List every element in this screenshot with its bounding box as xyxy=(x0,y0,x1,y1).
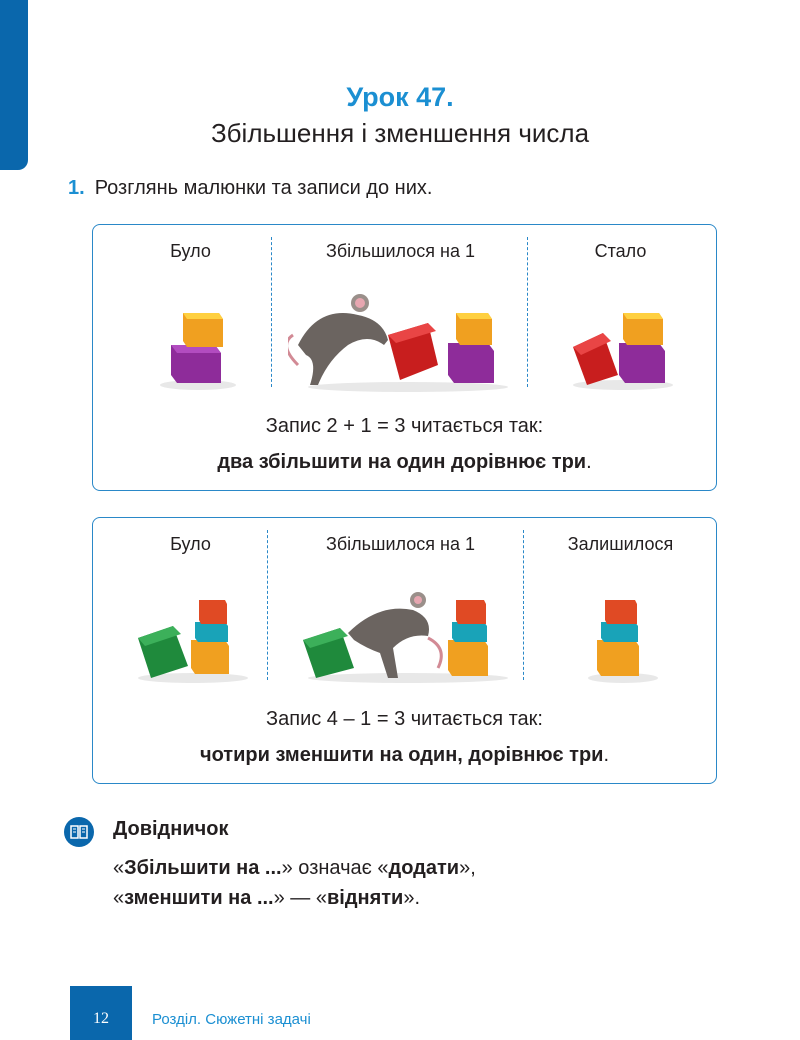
record-caption: Запис 2 + 1 = 3 читається так: xyxy=(265,415,544,437)
dashed-divider xyxy=(267,530,268,680)
dashed-divider xyxy=(527,237,528,387)
col-label-after: Стало xyxy=(594,241,647,261)
dashed-divider xyxy=(271,237,272,387)
book-icon xyxy=(64,817,94,847)
example-box-subtraction xyxy=(92,517,717,784)
example-box-addition xyxy=(92,224,717,491)
col-label-before: Було xyxy=(170,241,211,261)
task-number: 1. xyxy=(68,177,85,199)
two-blocks-illustration xyxy=(153,285,243,395)
col-label-before: Було xyxy=(170,534,211,554)
reading-caption: чотири зменшити на один, дорівнює три. xyxy=(199,744,610,766)
section-title: Розділ. Сюжетні задачі xyxy=(152,1011,311,1028)
lesson-number: Урок 47. xyxy=(346,82,454,112)
mouse-adds-block-illustration xyxy=(288,285,518,395)
reading-caption: два збільшити на один дорівнює три. xyxy=(217,451,592,473)
dashed-divider xyxy=(523,530,524,680)
reference-line-1: «Збільшити на ...» означає «додати», xyxy=(113,857,476,879)
col-label-change: Збільшилося на 1 xyxy=(326,534,475,554)
reference-title: Довідничок xyxy=(113,818,229,840)
task-1 xyxy=(68,177,432,200)
lesson-title: Збільшення і зменшення числа xyxy=(210,118,590,148)
col-label-change: Збільшилося на 1 xyxy=(326,241,475,261)
three-blocks-illustration xyxy=(563,285,683,395)
mouse-removes-block-illustration xyxy=(298,578,518,688)
page-number: 12 xyxy=(93,1010,109,1027)
reference-line-2: «зменшити на ...» — «відняти». xyxy=(113,887,421,909)
task-text: Розглянь малюнки та записи до них. xyxy=(94,177,433,199)
four-blocks-illustration xyxy=(133,578,253,688)
three-blocks-stack-illustration xyxy=(583,578,663,688)
col-label-after: Залишилося xyxy=(567,534,674,554)
record-caption: Запис 4 – 1 = 3 читається так: xyxy=(266,708,543,730)
